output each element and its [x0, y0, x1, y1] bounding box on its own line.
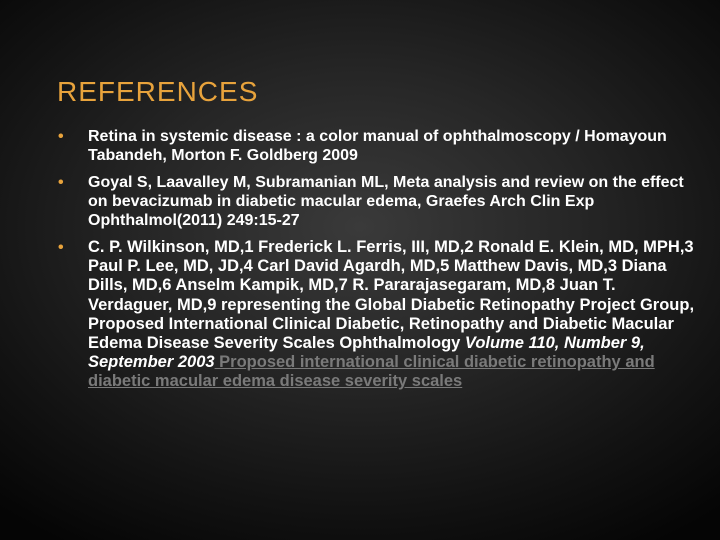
reference-text: Retina in systemic disease : a color manual of ophthalmoscopy / Homayoun Tabandeh, Morton F. Goldberg 2009	[88, 128, 667, 164]
references-list	[58, 127, 698, 400]
reference-item	[58, 127, 698, 165]
bullet-icon: •	[58, 174, 64, 191]
reference-item	[58, 173, 698, 230]
bullet-icon: •	[58, 128, 64, 145]
slide-title: REFERENCES	[57, 76, 259, 107]
bullet-icon: •	[58, 239, 64, 256]
reference-text: C. P. Wilkinson, MD,1 Frederick L. Ferris, III, MD,2 Ronald E. Klein, MD, MPH,3 Paul P. Lee, MD, JD,4 Carl David Agardh, MD,5 Matthew Davis, MD,3 Diana Dills, MD,6 Anselm Kampik, MD,7 R. Pararajasegaram, MD,8 Juan T. Verdaguer, MD,9 representing the Global Diabetic Retinopathy Project Group, Proposed International Clinical Diabetic, Retinopathy and Diabetic Macular Edema Disease Severity Scales Ophthalmology	[88, 238, 695, 353]
reference-text: Goyal S, Laavalley M, Subramanian ML, Meta analysis and review on the effect on bevacizumab in diabetic macular edema, Graefes Arch Clin Exp Ophthalmol(2011) 249:15-27	[88, 174, 684, 229]
reference-journal-issue: Volume 110, Number 9, September 2003	[88, 334, 645, 372]
reference-link[interactable]: Proposed international clinical diabetic retinopathy and diabetic macular edema disease severity scales	[88, 353, 655, 391]
reference-item	[58, 238, 698, 392]
